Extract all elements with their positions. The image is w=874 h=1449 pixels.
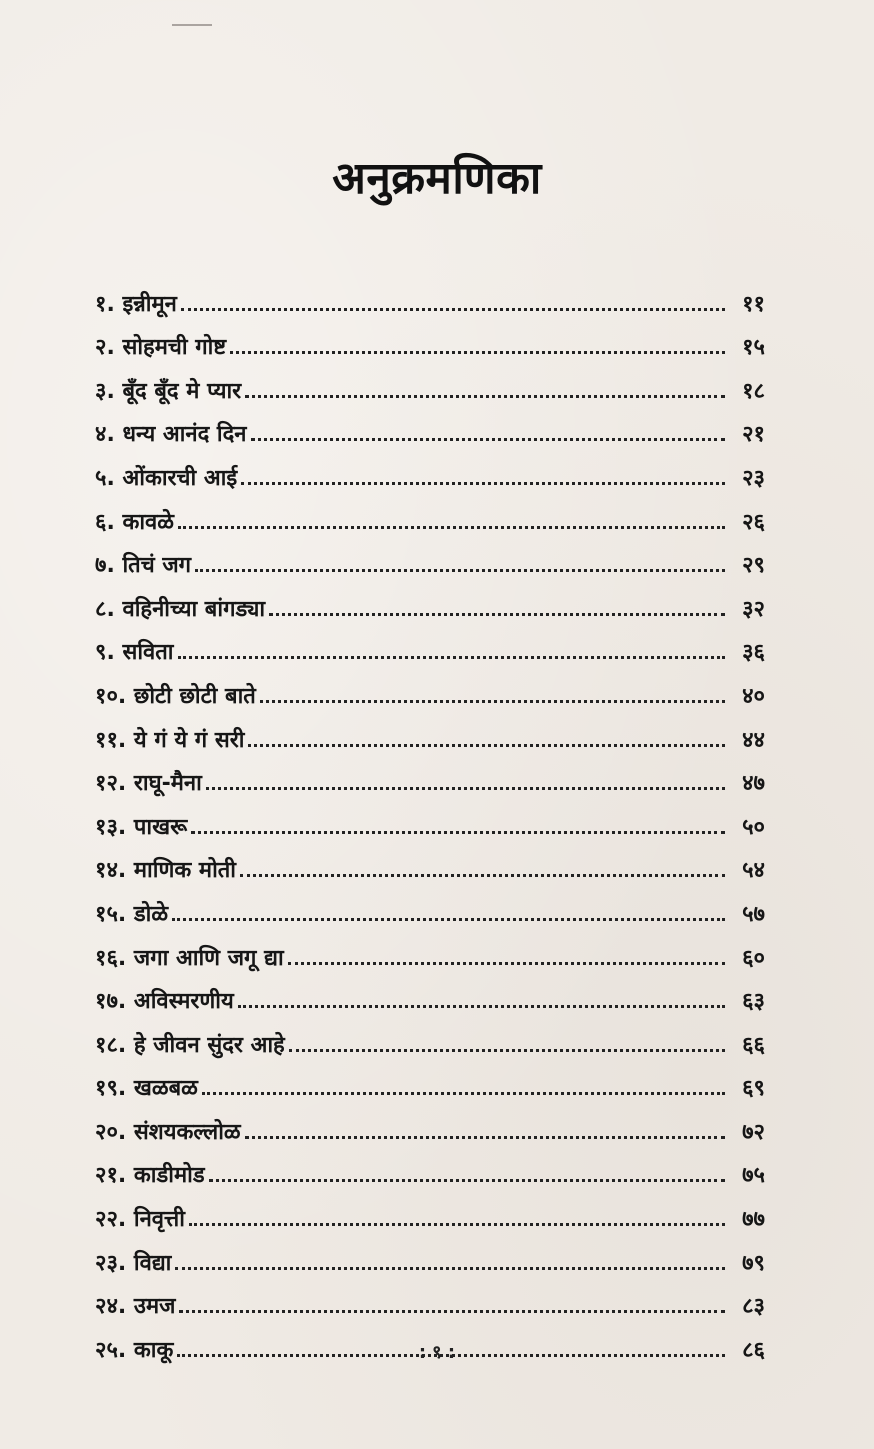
pencil-mark bbox=[172, 24, 212, 26]
dot-leader bbox=[178, 526, 725, 529]
toc-entry-title: १२. राघू-मैना bbox=[95, 771, 202, 797]
toc-entry-title: २२. निवृत्ती bbox=[95, 1207, 185, 1233]
toc-entry-title: ६. कावळे bbox=[95, 509, 175, 535]
toc-entry bbox=[95, 664, 765, 708]
toc-entry-page-number: ६९ bbox=[742, 1076, 765, 1102]
toc-entry bbox=[95, 490, 765, 534]
toc-entry bbox=[95, 577, 765, 621]
toc-entry bbox=[95, 795, 765, 839]
toc-entry-page-number: २९ bbox=[742, 553, 765, 579]
toc-entry-page-number: १८ bbox=[742, 378, 765, 404]
dot-leader bbox=[189, 1223, 725, 1226]
toc-entry-page-number: ६६ bbox=[742, 1032, 765, 1058]
toc-entry-title: २५. काकू bbox=[95, 1337, 174, 1363]
toc-entry bbox=[95, 970, 765, 1014]
toc-entry-title: ९. सविता bbox=[95, 640, 174, 666]
toc-entry-title: २३. विद्या bbox=[95, 1250, 172, 1276]
dot-leader bbox=[175, 1267, 725, 1270]
dot-leader bbox=[209, 1179, 725, 1182]
toc-entry bbox=[95, 1275, 765, 1319]
dot-leader bbox=[179, 1310, 725, 1313]
toc-entry bbox=[95, 446, 765, 490]
toc-entry-title: ३. बूँद बूँद मे प्यार bbox=[95, 378, 242, 404]
toc-entry-page-number: ७२ bbox=[742, 1119, 765, 1145]
toc-entry bbox=[95, 926, 765, 970]
toc-entry-page-number: ७७ bbox=[742, 1207, 765, 1233]
toc-entry-page-number: ७५ bbox=[742, 1163, 765, 1189]
toc-entry-title: ८. वहिनीच्या बांगड्या bbox=[95, 596, 266, 622]
toc-entry-title: १३. पाखरू bbox=[95, 814, 188, 840]
toc-entry-page-number: ४७ bbox=[742, 771, 765, 797]
table-of-contents bbox=[95, 272, 765, 1362]
toc-entry-title: १०. छोटी छोटी बाते bbox=[95, 683, 256, 709]
toc-entry-page-number: १५ bbox=[742, 335, 765, 361]
toc-entry-page-number: ४० bbox=[742, 683, 765, 709]
toc-entry-title: ७. तिचं जग bbox=[95, 553, 192, 579]
dot-leader bbox=[202, 1092, 725, 1095]
toc-entry-page-number: २६ bbox=[742, 509, 765, 535]
toc-entry-title: ११. ये गं ये गं सरी bbox=[95, 727, 245, 753]
toc-entry-title: ४. धन्य आनंद दिन bbox=[95, 422, 247, 448]
toc-entry-page-number: ८३ bbox=[742, 1294, 765, 1320]
dot-leader bbox=[288, 962, 725, 965]
toc-entry bbox=[95, 1013, 765, 1057]
toc-entry-page-number: ३२ bbox=[742, 596, 765, 622]
dot-leader bbox=[238, 1005, 725, 1008]
toc-entry bbox=[95, 316, 765, 360]
page-title: अनुक्रमणिका bbox=[332, 153, 542, 204]
dot-leader bbox=[240, 874, 725, 877]
toc-entry bbox=[95, 752, 765, 796]
toc-entry-title: १. इन्नीमून bbox=[95, 291, 177, 317]
toc-entry bbox=[95, 1187, 765, 1231]
toc-entry-title: १७. अविस्मरणीय bbox=[95, 989, 234, 1015]
toc-entry-page-number: २३ bbox=[742, 465, 765, 491]
toc-entry-page-number: २१ bbox=[742, 422, 765, 448]
toc-entry bbox=[95, 621, 765, 665]
toc-entry-title: २. सोहमची गोष्ट bbox=[95, 335, 227, 361]
dot-leader bbox=[251, 438, 725, 441]
dot-leader bbox=[269, 613, 725, 616]
dot-leader bbox=[245, 1136, 725, 1139]
toc-entry-page-number: ६० bbox=[742, 945, 765, 971]
toc-entry-title: १८. हे जीवन सुंदर आहे bbox=[95, 1032, 285, 1058]
toc-entry-page-number: ७९ bbox=[742, 1250, 765, 1276]
toc-entry bbox=[95, 534, 765, 578]
dot-leader bbox=[230, 351, 725, 354]
dot-leader bbox=[191, 831, 725, 834]
toc-entry-page-number: ८६ bbox=[742, 1337, 765, 1363]
toc-entry bbox=[95, 1231, 765, 1275]
toc-entry-page-number: ३६ bbox=[742, 640, 765, 666]
dot-leader bbox=[195, 569, 725, 572]
toc-entry bbox=[95, 882, 765, 926]
toc-entry bbox=[95, 359, 765, 403]
toc-entry bbox=[95, 1144, 765, 1188]
dot-leader bbox=[289, 1049, 725, 1052]
toc-entry-title: १६. जगा आणि जगू द्या bbox=[95, 945, 284, 971]
toc-entry bbox=[95, 1057, 765, 1101]
toc-entry-page-number: ५७ bbox=[742, 901, 765, 927]
toc-entry-title: १५. डोळे bbox=[95, 901, 169, 927]
toc-entry-page-number: ५४ bbox=[742, 858, 765, 884]
toc-entry-title: २०. संशयकल्लोळ bbox=[95, 1119, 241, 1145]
toc-entry bbox=[95, 839, 765, 883]
toc-entry-page-number: ५० bbox=[742, 814, 765, 840]
dot-leader bbox=[260, 700, 725, 703]
toc-entry bbox=[95, 272, 765, 316]
toc-entry-page-number: ४४ bbox=[742, 727, 765, 753]
toc-entry bbox=[95, 403, 765, 447]
dot-leader bbox=[206, 787, 725, 790]
dot-leader bbox=[241, 482, 725, 485]
dot-leader bbox=[178, 656, 726, 659]
toc-entry bbox=[95, 708, 765, 752]
dot-leader bbox=[245, 395, 725, 398]
dot-leader bbox=[172, 918, 725, 921]
toc-entry-title: २४. उमज bbox=[95, 1294, 176, 1320]
toc-entry-page-number: ६३ bbox=[742, 989, 765, 1015]
dot-leader bbox=[181, 308, 725, 311]
toc-entry-page-number: ११ bbox=[742, 291, 765, 317]
toc-entry-title: १९. खळबळ bbox=[95, 1076, 198, 1102]
dot-leader bbox=[248, 744, 725, 747]
page-number: : ९ : bbox=[418, 1342, 456, 1363]
toc-entry-title: ५. ओंकारची आई bbox=[95, 465, 238, 491]
toc-entry bbox=[95, 1100, 765, 1144]
toc-entry-title: १४. माणिक मोती bbox=[95, 858, 237, 884]
toc-entry-title: २१. काडीमोड bbox=[95, 1163, 205, 1189]
